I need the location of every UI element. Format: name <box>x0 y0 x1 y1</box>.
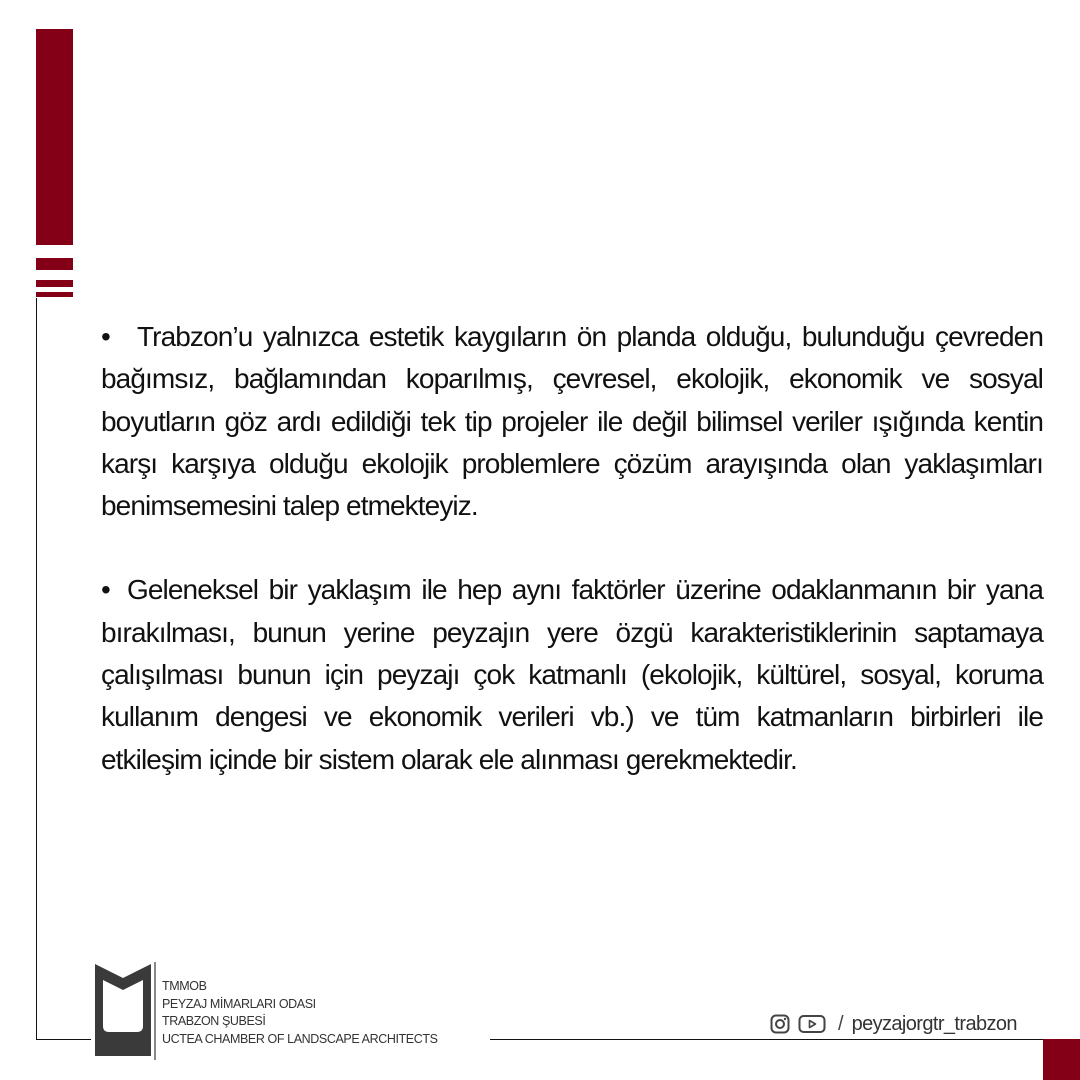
bullet-icon: • <box>101 321 110 352</box>
decorative-stripe <box>36 292 73 297</box>
bullet-icon: • <box>101 574 110 606</box>
frame-line-bottom <box>490 1039 1080 1040</box>
org-line: PEYZAJ MİMARLARI ODASI <box>162 996 316 1011</box>
paragraph-text: Trabzon’u yalnızca estetik kaygıların ön planda olduğu, bulunduğu çevreden bağımsız, bağlamından koparılmış, çevresel, ekolojik, ekonomik ve sosyal boyutların göz ardı edildiği tek tip projeler ile değil bilimsel veriler ışığında kentin karşı karşıya olduğu ekolojik problemlere çözüm arayışında olan yaklaşımları benimsemesini talep etmekteyiz. <box>101 321 1043 522</box>
social-handle <box>770 1012 1017 1036</box>
decorative-stripe <box>36 258 73 270</box>
frame-line-left <box>36 298 37 1040</box>
social-handle-text[interactable]: peyzajorgtr_trabzon <box>851 1012 1017 1035</box>
organization-name <box>162 978 438 1048</box>
decorative-red-bar <box>36 29 73 245</box>
decorative-stripe <box>36 280 73 287</box>
youtube-icon[interactable] <box>798 1014 826 1034</box>
statement-body <box>101 316 1043 781</box>
org-line: TMMOB <box>162 979 207 993</box>
chamber-logo-icon <box>95 964 151 1056</box>
decorative-corner-square <box>1043 1039 1080 1080</box>
separator: / <box>838 1012 844 1035</box>
instagram-icon[interactable] <box>770 1014 790 1034</box>
paragraph-text: Geleneksel bir yaklaşım ile hep aynı faktörler üzerine odaklanmanın bir yana bırakılması, bunun yerine peyzajın yere özgü karakteristiklerinin saptamaya çalışılması bunun için peyzajı çok katmanlı (ekolojik, kültürel, sosyal, koruma kullanım dengesi ve ekonomik verileri vb.) ve tüm katmanların birbirleri ile etkileşim içinde bir sistem olarak ele alınması gerekmektedir. <box>101 574 1043 775</box>
bullet-paragraph-2 <box>101 569 1043 780</box>
org-line: UCTEA CHAMBER OF LANDSCAPE ARCHITECTS <box>162 1031 438 1046</box>
bullet-paragraph-1 <box>101 316 1043 527</box>
logo-divider <box>154 962 156 1060</box>
frame-line-bottom <box>36 1039 91 1040</box>
org-line: TRABZON ŞUBESİ <box>162 1014 266 1028</box>
